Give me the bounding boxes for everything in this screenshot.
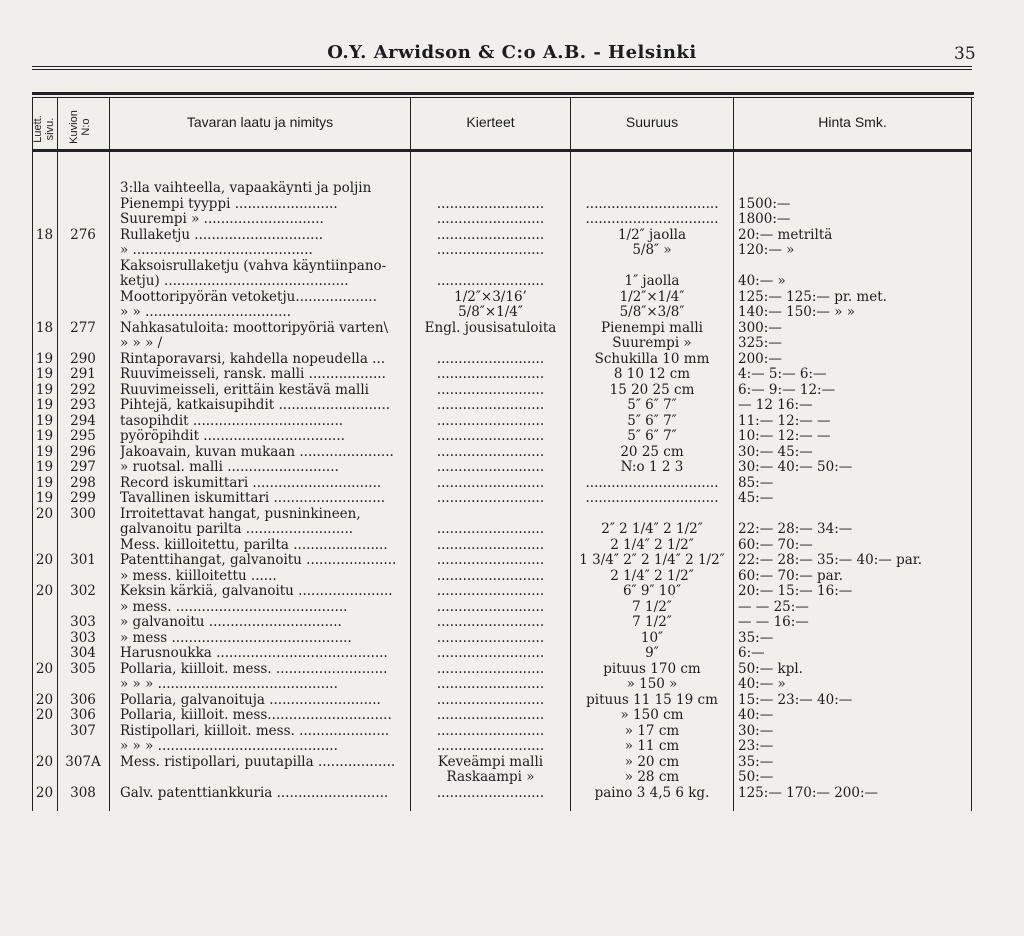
cell-thread: ......................... [436, 692, 545, 708]
cell-luett-sivu: 20 [35, 785, 54, 801]
col-rule [733, 97, 734, 811]
cell-kuvion-nro: 302 [70, 584, 96, 599]
cell-thread: ......................... [436, 444, 545, 460]
cell-thread: ......................... [436, 243, 545, 258]
cell-luett-sivu: 20 [35, 692, 54, 708]
cell-item-name: galvanoitu parilta ......................... [120, 522, 354, 537]
cell-kuvion-nro: 299 [70, 491, 96, 506]
cell-thread: ......................... [436, 630, 545, 646]
cell-kuvion-nro: 303 [70, 630, 96, 646]
cell-size: 2″ 2 1/4″ 2 1/2″ [601, 522, 703, 537]
cell-kuvion-nro: 291 [70, 367, 96, 382]
cell-luett-sivu: 19 [35, 413, 54, 429]
cell-item-name: Mess. ristipollari, puutapilla .................. [120, 754, 396, 770]
col-header-luett: Luett. sivu. [32, 115, 56, 143]
cell-price: 11:— 12:— — [738, 413, 831, 429]
cell-item-name: » mess. ........................................ [120, 599, 348, 615]
cell-item-name: Patenttihangat, galvanoitu ..................... [120, 553, 397, 568]
cell-kuvion-nro: 277 [70, 320, 96, 336]
cell-luett-sivu: 19 [35, 398, 54, 413]
cell-luett-sivu: 18 [35, 227, 54, 243]
cell-size: N:o 1 2 3 [620, 460, 684, 475]
cell-item-name: Ristipollari, kiilloit. mess. ..................... [120, 723, 390, 739]
cell-kuvion-nro: 295 [70, 429, 96, 444]
cell-item-name: Tavallinen iskumittari .......................... [120, 491, 386, 506]
cell-price: 125:— 170:— 200:— [738, 785, 879, 801]
cell-thread: ......................... [436, 212, 545, 227]
cell-item-name: ketju) ........................................... [120, 274, 349, 289]
cell-kuvion-nro: 304 [70, 646, 96, 661]
cell-thread: ......................... [436, 382, 545, 398]
col-rule [971, 97, 972, 811]
col-rule [570, 97, 571, 811]
cell-thread: ......................... [436, 475, 545, 491]
cell-thread: ......................... [436, 677, 545, 692]
cell-kuvion-nro: 308 [70, 785, 96, 801]
cell-thread: ......................... [436, 398, 545, 413]
cell-item-name: Pihtejä, katkaisupihdit .......................... [120, 398, 391, 413]
cell-size: 8 10 12 cm [613, 367, 691, 382]
cell-luett-sivu: 20 [35, 553, 54, 568]
cell-price: 35:— [738, 754, 774, 770]
cell-thread: ......................... [436, 413, 545, 429]
cell-kuvion-nro: 292 [70, 382, 96, 398]
cell-luett-sivu: 19 [35, 429, 54, 444]
cell-thread: ......................... [436, 553, 545, 568]
cell-thread: ......................... [436, 739, 545, 754]
col-header-size: Suuruus [625, 114, 679, 130]
cell-item-name: Ruuvimeisseli, erittäin kestävä malli [120, 382, 369, 398]
cell-thread: Engl. jousisatuloita [424, 320, 557, 336]
cell-kuvion-nro: 306 [70, 692, 96, 708]
cell-item-name: Suurempi » ............................ [120, 212, 324, 227]
cell-item-name: Moottoripyörän vetoketju................... [120, 289, 377, 305]
cell-size: 15 20 25 cm [609, 382, 695, 398]
cell-size: Schukilla 10 mm [594, 351, 710, 367]
cell-kuvion-nro: 300 [70, 506, 96, 522]
cell-kuvion-nro: 294 [70, 413, 96, 429]
cell-thread: ......................... [436, 227, 545, 243]
cell-price: — — 16:— [738, 615, 809, 630]
cell-size: Pienempi malli [601, 320, 703, 336]
cell-item-name: Pollaria, galvanoituja .......................... [120, 692, 381, 708]
cell-price: 300:— [738, 320, 782, 336]
header-rule-double [32, 69, 972, 70]
cell-size: » 28 cm [624, 770, 680, 785]
cell-price: 120:— » [738, 243, 795, 258]
cell-size: ............................... [585, 212, 719, 227]
cell-price: 125:— 125:— pr. met. [738, 289, 887, 305]
cell-item-name: pyöröpihdit ................................. [120, 429, 345, 444]
cell-price: 35:— [738, 630, 774, 646]
cell-thread: ......................... [436, 537, 545, 553]
header-rule [32, 66, 972, 67]
cell-thread: ......................... [436, 491, 545, 506]
page-number: 35 [954, 44, 976, 64]
cell-item-name: Nahkasatuloita: moottoripyöriä varten\ [120, 320, 389, 336]
cell-luett-sivu: 20 [35, 754, 54, 770]
cell-item-name: Jakoavain, kuvan mukaan ...................... [120, 444, 394, 460]
col-rule [109, 97, 110, 811]
cell-size: 1 3/4″ 2″ 2 1/4″ 2 1/2″ [579, 553, 725, 568]
cell-luett-sivu: 20 [35, 661, 54, 677]
table-top-rule [32, 92, 974, 95]
cell-item-name: tasopihdit ................................... [120, 413, 344, 429]
cell-kuvion-nro: 306 [70, 708, 96, 723]
cell-item-name: Kaksoisrullaketju (vahva käyntiinpano- [120, 258, 387, 274]
cell-size: pituus 11 15 19 cm [586, 692, 718, 708]
cell-item-name: » .......................................... [120, 243, 313, 258]
cell-price: — — 25:— [738, 599, 809, 615]
cell-price: 22:— 28:— 35:— 40:— par. [738, 553, 923, 568]
cell-thread: ......................... [436, 615, 545, 630]
cell-thread: ......................... [436, 568, 545, 584]
cell-price: 4:— 5:— 6:— [738, 367, 827, 382]
cell-kuvion-nro: 276 [70, 227, 96, 243]
cell-price: 23:— [738, 739, 774, 754]
cell-item-name: 3:lla vaihteella, vapaakäynti ja poljin [120, 181, 372, 196]
col-header-name: Tavaran laatu ja nimitys [186, 114, 334, 130]
cell-size: 7 1/2″ [632, 615, 672, 630]
cell-price: 50:— [738, 770, 774, 785]
cell-item-name: Keksin kärkiä, galvanoitu ...................... [120, 584, 393, 599]
cell-thread: ......................... [436, 599, 545, 615]
cell-price: 60:— 70:— par. [738, 568, 843, 584]
cell-item-name: » » » .......................................... [120, 677, 338, 692]
cell-luett-sivu: 18 [35, 320, 54, 336]
cell-thread: 1/2″×3/16’ [454, 289, 527, 305]
cell-price: 50:— kpl. [738, 661, 803, 677]
cell-size: Suurempi » [612, 336, 692, 351]
cell-thread: ......................... [436, 367, 545, 382]
cell-item-name: Irroitettavat hangat, pusninkineen, [120, 506, 361, 522]
cell-kuvion-nro: 296 [70, 444, 96, 460]
cell-thread: ......................... [436, 785, 545, 801]
cell-kuvion-nro: 290 [70, 351, 96, 367]
cell-item-name: » galvanoitu ............................... [120, 615, 342, 630]
cell-size: 10″ [640, 630, 664, 646]
cell-size: paino 3 4,5 6 kg. [594, 785, 710, 801]
col-header-thread: Kierteet [466, 114, 515, 130]
cell-item-name: » » .................................. [120, 305, 292, 320]
cell-kuvion-nro: 303 [70, 615, 96, 630]
cell-item-name: » mess .......................................... [120, 630, 352, 646]
cell-price: 20:— metriltä [738, 227, 833, 243]
cell-luett-sivu: 19 [35, 475, 54, 491]
cell-price: 30:— [738, 723, 774, 739]
cell-thread: ......................... [436, 646, 545, 661]
cell-price: 85:— [738, 475, 774, 491]
cell-thread: ......................... [436, 661, 545, 677]
cell-size: 7 1/2″ [632, 599, 672, 615]
cell-item-name: Pollaria, kiilloit. mess. .......................... [120, 661, 388, 677]
cell-price: 6:— 9:— 12:— [738, 382, 836, 398]
page-header-title: O.Y. Arwidson & C:o A.B. - Helsinki [327, 42, 697, 63]
cell-size: » 150 » [626, 677, 678, 692]
cell-thread: ......................... [436, 274, 545, 289]
cell-price: 6:— [738, 646, 765, 661]
cell-thread: ......................... [436, 584, 545, 599]
cell-kuvion-nro: 301 [70, 553, 96, 568]
cell-item-name: » » » / [120, 336, 163, 351]
cell-price: 1800:— [738, 212, 791, 227]
cell-size: 1″ jaolla [624, 274, 680, 289]
cell-item-name: » » » .......................................... [120, 739, 338, 754]
cell-luett-sivu: 19 [35, 444, 54, 460]
cell-size: ............................... [585, 491, 719, 506]
cell-luett-sivu: 20 [35, 708, 54, 723]
cell-size: 5″ 6″ 7″ [627, 413, 677, 429]
cell-size: 5/8″×3/8″ [619, 305, 685, 320]
cell-item-name: » ruotsal. malli .......................... [120, 460, 339, 475]
cell-luett-sivu: 19 [35, 491, 54, 506]
cell-size: 6″ 9″ 10″ [622, 584, 682, 599]
col-rule [410, 97, 411, 811]
cell-size: ............................... [585, 475, 719, 491]
cell-item-name: Pienempi tyyppi ........................ [120, 196, 338, 212]
cell-size: 1/2″×1/4″ [619, 289, 685, 305]
cell-price: 20:— 15:— 16:— [738, 584, 853, 599]
cell-price: 15:— 23:— 40:— [738, 692, 853, 708]
cell-item-name: Galv. patenttiankkuria .......................... [120, 785, 389, 801]
cell-price: 30:— 40:— 50:— [738, 460, 853, 475]
cell-item-name: » mess. kiilloitettu ...... [120, 568, 277, 584]
cell-size: 20 25 cm [620, 444, 684, 460]
cell-price: 40:— [738, 708, 774, 723]
cell-luett-sivu: 19 [35, 367, 54, 382]
cell-thread: ......................... [436, 723, 545, 739]
cell-item-name: Rintaporavarsi, kahdella nopeudella ... [120, 351, 386, 367]
cell-price: 22:— 28:— 34:— [738, 522, 853, 537]
cell-kuvion-nro: 307A [65, 754, 101, 770]
cell-thread: Keveämpi malli [437, 754, 544, 770]
cell-size: 9″ [645, 646, 659, 661]
cell-item-name: Mess. kiilloitettu, parilta ...................... [120, 537, 388, 553]
cell-price: 325:— [738, 336, 782, 351]
cell-price: 200:— [738, 351, 782, 367]
cell-price: 40:— » [738, 677, 786, 692]
cell-thread: Raskaampi » [446, 770, 535, 785]
cell-luett-sivu: 19 [35, 351, 54, 367]
cell-thread: ......................... [436, 196, 545, 212]
cell-thread: ......................... [436, 460, 545, 475]
col-header-kuvion: Kuvion N:o [68, 110, 92, 144]
cell-luett-sivu: 20 [35, 584, 54, 599]
cell-price: 60:— 70:— [738, 537, 813, 553]
cell-size: 5/8″ » [632, 243, 672, 258]
cell-thread: 5/8″×1/4″ [458, 305, 523, 320]
cell-item-name: Harusnoukka ........................................ [120, 646, 388, 661]
cell-luett-sivu: 19 [35, 460, 54, 475]
cell-kuvion-nro: 307 [70, 723, 96, 739]
cell-kuvion-nro: 305 [70, 661, 96, 677]
cell-thread: ......................... [436, 708, 545, 723]
cell-price: — 12 16:— [738, 398, 813, 413]
cell-size: 2 1/4″ 2 1/2″ [610, 568, 694, 584]
cell-size: » 150 cm [620, 708, 684, 723]
table-top-rule-thin [32, 97, 974, 98]
cell-luett-sivu: 19 [35, 382, 54, 398]
cell-item-name: Ruuvimeisseli, ransk. malli .................. [120, 367, 386, 382]
cell-price: 40:— » [738, 274, 786, 289]
cell-thread: ......................... [436, 429, 545, 444]
table-header-bottom-rule [32, 149, 972, 152]
cell-price: 45:— [738, 491, 774, 506]
cell-thread: ......................... [436, 522, 545, 537]
cell-size: 5″ 6″ 7″ [627, 429, 677, 444]
cell-size: pituus 170 cm [603, 661, 701, 677]
col-header-price: Hinta Smk. [818, 114, 887, 130]
cell-item-name: Record iskumittari .............................. [120, 475, 382, 491]
cell-item-name: Rullaketju .............................. [120, 227, 324, 243]
cell-thread: ......................... [436, 351, 545, 367]
cell-size: 5″ 6″ 7″ [627, 398, 677, 413]
cell-kuvion-nro: 298 [70, 475, 96, 491]
cell-luett-sivu: 20 [35, 506, 54, 522]
cell-size: ............................... [585, 196, 719, 212]
cell-price: 10:— 12:— — [738, 429, 831, 444]
cell-price: 140:— 150:— » » [738, 305, 856, 320]
cell-size: 2 1/4″ 2 1/2″ [610, 537, 694, 553]
cell-size: » 20 cm [624, 754, 680, 770]
cell-size: » 11 cm [624, 739, 680, 754]
cell-price: 1500:— [738, 196, 791, 212]
cell-size: 1/2″ jaolla [617, 227, 687, 243]
cell-kuvion-nro: 297 [70, 460, 96, 475]
cell-kuvion-nro: 293 [70, 398, 96, 413]
cell-size: » 17 cm [624, 723, 680, 739]
cell-price: 30:— 45:— [738, 444, 813, 460]
cell-item-name: Pollaria, kiilloit. mess............................. [120, 708, 392, 723]
